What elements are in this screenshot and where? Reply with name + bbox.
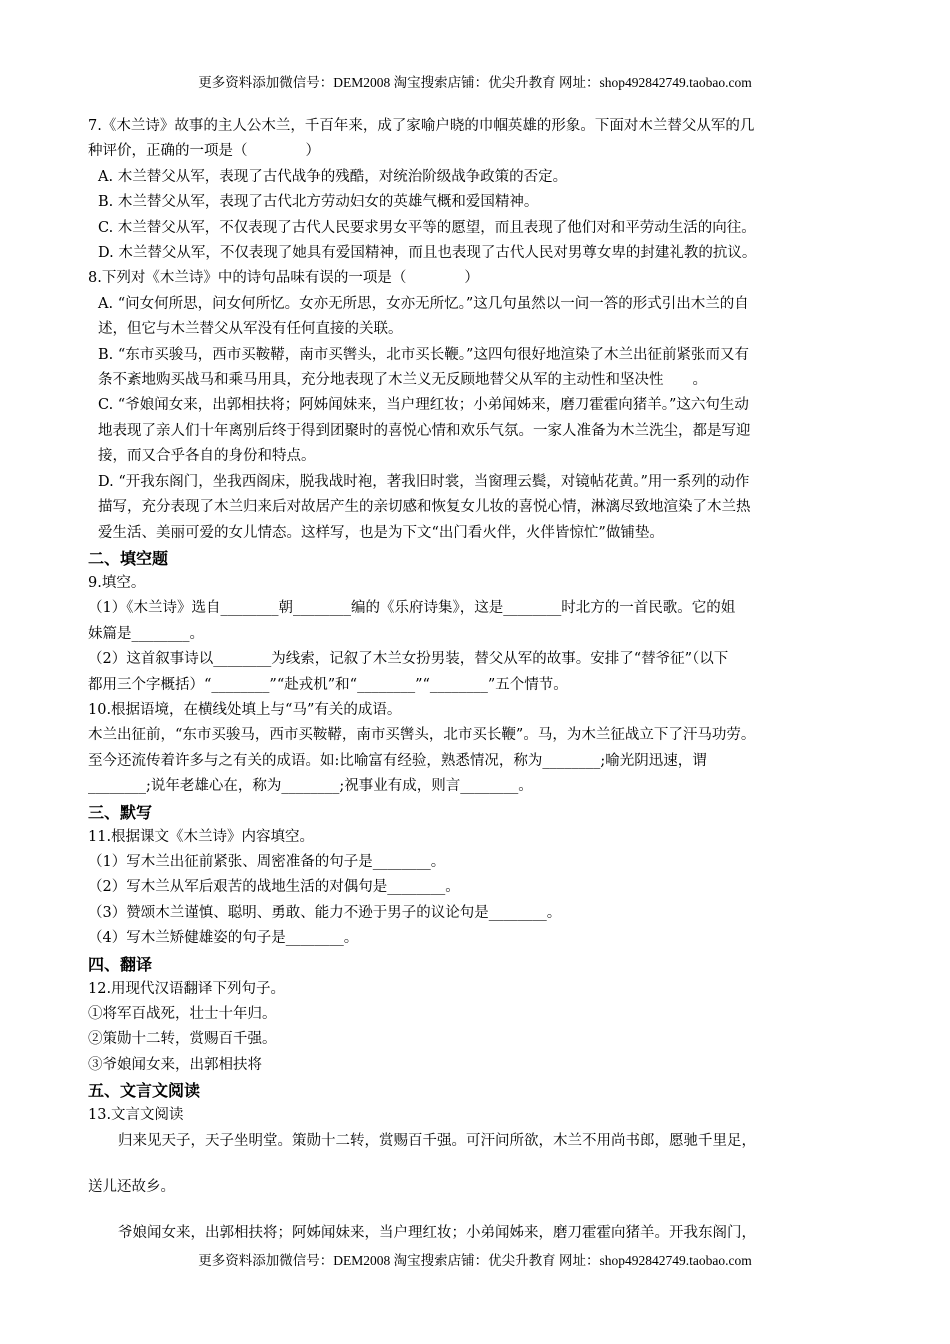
q11-line-4: （4）写木兰矫健雄姿的句子是________。 bbox=[88, 930, 359, 947]
q7-option-a: A. 木兰替父从军，表现了古代战争的残酷，对统治阶级战争政策的否定。 bbox=[98, 168, 568, 185]
q9-line-4: 都用三个字概括）“________”“赴戎机”和“________”“________”五个情节。 bbox=[88, 676, 568, 693]
q8-option-d-line-1: D. “开我东阁门，坐我西阁床，脱我战时袍，著我旧时裳，当窗理云鬓，对镜帖花黄。”用一系列的动作 bbox=[98, 473, 750, 490]
q8-option-d-line-3: 爱生活、美丽可爱的女儿情态。这样写，也是为下文“出门看火伴，火伴皆惊忙”做铺垫。 bbox=[98, 524, 664, 541]
section-title-classical-reading: 五、文言文阅读 bbox=[88, 1081, 201, 1101]
q13-passage-p1-line-2: 送儿还故乡。 bbox=[88, 1179, 175, 1196]
q8-option-a-line-1: A. “问女何所思，问女何所忆。女亦无所思，女亦无所忆。”这几句虽然以一问一答的形式引出木兰的自 bbox=[98, 295, 749, 312]
passage-spacer bbox=[88, 1200, 868, 1221]
page-footer: 更多资料添加微信号：DEM2008 淘宝搜索店铺：优尖升教育 网址：shop492842749.taobao.com bbox=[198, 1253, 752, 1268]
q13-stem: 13.文言文阅读 bbox=[88, 1107, 184, 1124]
q11-line-1: （1）写木兰出征前紧张、周密准备的句子是________。 bbox=[88, 853, 446, 870]
document-body bbox=[88, 114, 868, 1247]
q10-line-2: 至今还流传着许多与之有关的成语。如:比喻富有经验，熟悉情况，称为________;喻光阴迅速，谓 bbox=[88, 752, 707, 769]
page-header: 更多资料添加微信号：DEM2008 淘宝搜索店铺：优尖升教育 网址：shop492842749.taobao.com bbox=[198, 75, 752, 90]
section-title-dictation: 三、默写 bbox=[88, 802, 153, 822]
q12-line-3: ③爷娘闻女来，出郭相扶将 bbox=[88, 1056, 262, 1073]
q8-option-d-line-2: 描写，充分表现了木兰归来后对故居产生的亲切感和恢复女儿妆的喜悦心情，淋漓尽致地渲染了木兰热 bbox=[98, 499, 751, 516]
q11-line-2: （2）写木兰从军后艰苦的战地生活的对偶句是________。 bbox=[88, 879, 460, 896]
q12-line-2: ②策勋十二转，赏赐百千强。 bbox=[88, 1031, 277, 1048]
q13-passage-p1-line-1: 归来见天子，天子坐明堂。策勋十二转，赏赐百千强。可汗问所欲，木兰不用尚书郎，愿驰千里足， bbox=[118, 1132, 756, 1149]
q9-line-1: （1）《木兰诗》选自________朝________编的《乐府诗集》，这是________时北方的一首民歌。它的姐 bbox=[88, 600, 736, 617]
q9-stem: 9.填空。 bbox=[88, 574, 146, 591]
q11-stem: 11.根据课文《木兰诗》内容填空。 bbox=[88, 828, 315, 845]
q12-line-1: ①将军百战死，壮士十年归。 bbox=[88, 1006, 277, 1022]
q7-option-b: B. 木兰替父从军，表现了古代北方劳动妇女的英雄气概和爱国精神。 bbox=[98, 194, 539, 211]
q12-stem: 12.用现代汉语翻译下列句子。 bbox=[88, 980, 286, 997]
q8-option-b-line-2: 条不紊地购买战马和乘马用具，充分地表现了木兰义无反顾地替父从军的主动性和坚决性 。 bbox=[98, 372, 707, 389]
q9-line-3: （2）这首叙事诗以________为线索，记叙了木兰女扮男装，替父从军的故事。安排了“替爷征”（以下 bbox=[88, 651, 729, 668]
q7-option-d: D. 木兰替父从军，不仅表现了她具有爱国精神，而且也表现了古代人民对男尊女卑的封建礼教的抗议。 bbox=[98, 245, 757, 262]
q8-stem: 8.下列对《木兰诗》中的诗句品味有误的一项是（ ） bbox=[88, 270, 479, 287]
q11-line-3: （3）赞颂木兰谨慎、聪明、勇敢、能力不逊于男子的议论句是________。 bbox=[88, 904, 562, 921]
q10-stem: 10.根据语境，在横线处填上与“马”有关的成语。 bbox=[88, 701, 402, 718]
section-title-fill-in: 二、填空题 bbox=[88, 548, 169, 568]
q10-line-3: ________;说年老雄心在，称为________;祝事业有成，则言________。 bbox=[88, 778, 533, 795]
q10-line-1: 木兰出征前，“东市买骏马，西市买鞍鞯，南市买辔头，北市买长鞭”。马，为木兰征战立下了汗马功劳。 bbox=[88, 727, 756, 744]
q9-line-2: 妹篇是________。 bbox=[88, 625, 204, 642]
q7-stem-line-2: 种评价，正确的一项是（ ） bbox=[88, 143, 320, 160]
q8-option-b-line-1: B. “东市买骏马，西市买鞍鞯，南市买辔头，北市买长鞭。”这四句很好地渲染了木兰出征前紧张而又有 bbox=[98, 346, 749, 363]
q8-option-c-line-3: 接，而又合乎各自的身份和特点。 bbox=[98, 448, 316, 465]
q8-option-c-line-2: 地表现了亲人们十年离别后终于得到团聚时的喜悦心情和欢乐气氛。一家人准备为木兰洗尘，都是写迎 bbox=[98, 422, 751, 439]
q7-stem-line-1: 7.《木兰诗》故事的主人公木兰，千百年来，成了家喻户晓的巾帼英雄的形象。下面对木兰替父从军的几 bbox=[88, 118, 755, 134]
q7-option-c: C. 木兰替父从军，不仅表现了古代人民要求男女平等的愿望，而且表现了他们对和平劳动生活的向往。 bbox=[98, 219, 756, 236]
section-title-translation: 四、翻译 bbox=[88, 954, 153, 974]
q13-passage-p2-line-1: 爷娘闻女来，出郭相扶将；阿姊闻妹来，当户理红妆；小弟闻姊来，磨刀霍霍向猪羊。开我东阁门， bbox=[118, 1225, 756, 1242]
q8-option-a-line-2: 述，但它与木兰替父从军没有任何直接的关联。 bbox=[98, 321, 403, 338]
passage-spacer bbox=[88, 1154, 868, 1175]
q8-option-c-line-1: C. “爷娘闻女来，出郭相扶将；阿姊闻妹来，当户理红妆；小弟闻姊来，磨刀霍霍向猪羊。”这六句生动 bbox=[98, 397, 749, 414]
